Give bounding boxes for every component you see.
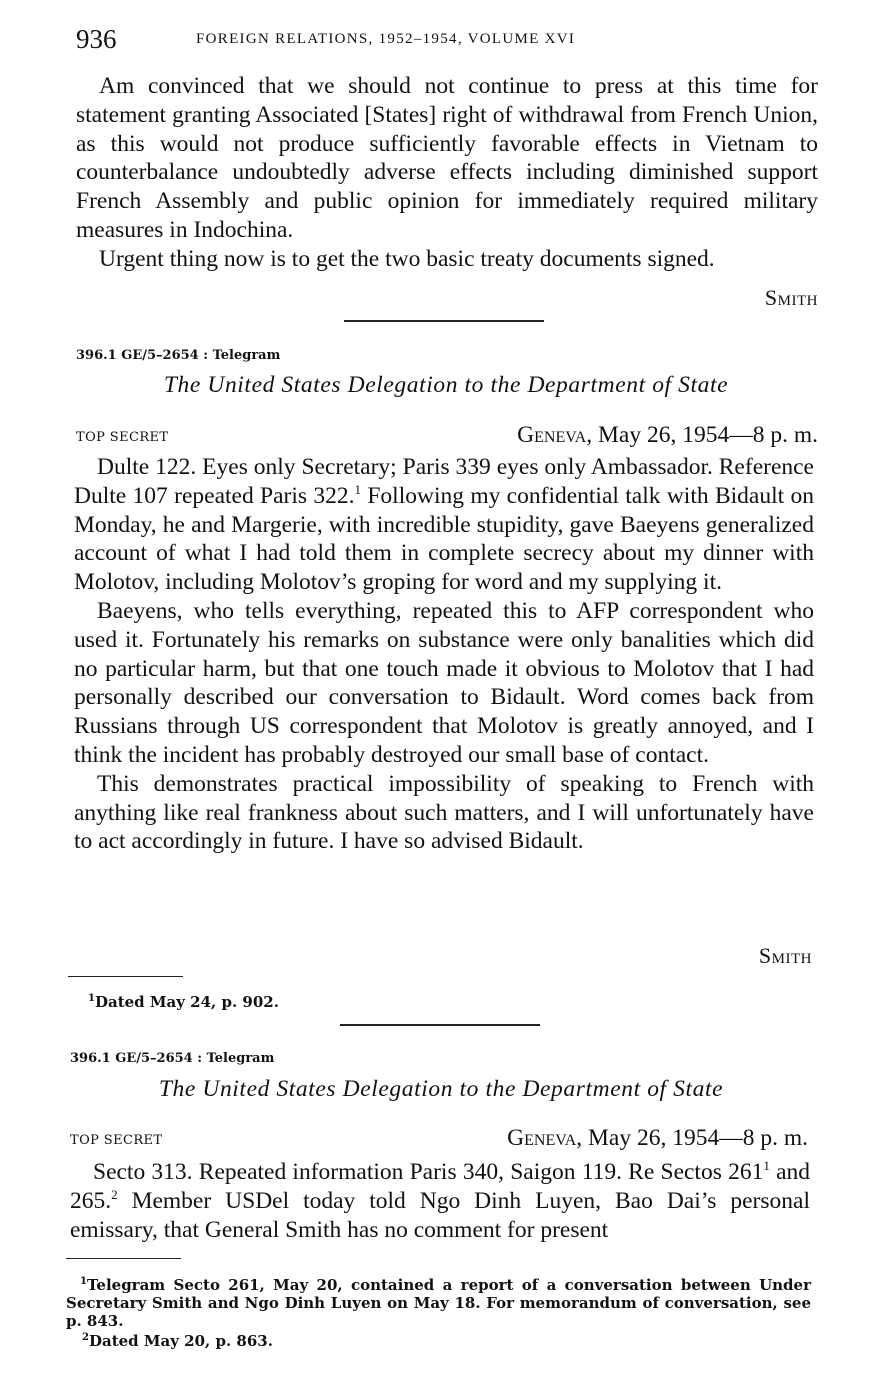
file-reference: 396.1 GE/5–2654 : Telegram — [70, 1051, 275, 1066]
footnote-indent — [66, 1276, 80, 1294]
footnote — [66, 1273, 811, 1330]
document-heading: The United States Delegation to the Department of State — [163, 372, 729, 398]
footnote — [88, 990, 279, 1011]
paragraph: Urgent thing now is to get the two basic treaty documents signed. — [99, 245, 715, 272]
telegram-body — [74, 453, 814, 856]
section-divider — [340, 1024, 540, 1026]
dateline-date: , May 26, 1954—8 p. m. — [586, 422, 818, 448]
footnote-text: Telegram Secto 261, May 20, contained a report of a conversation between Under Secretary Smith and Ngo Dinh Luyen on May 18. For memorandum of conversation, see p. 843. — [66, 1276, 811, 1330]
paragraph-text: Member USDel today told Ngo Dinh Luyen, Bao Dai’s personal emissary, that General Smith has no comment for present — [70, 1187, 810, 1243]
signature-text: Smith — [758, 943, 812, 968]
paragraph: This demonstrates practical impossibility of speaking to French with anything like real frankness about such matters, and I will unfortunately have to act accordingly in future. I have so advised Bidault. — [74, 770, 814, 855]
signature — [765, 285, 818, 311]
file-reference: 396.1 GE/5–2654 : Telegram — [76, 348, 281, 363]
running-head-title: FOREIGN RELATIONS, 1952–1954, VOLUME XVI — [196, 31, 576, 47]
footnote-mark: 1 — [80, 1276, 87, 1287]
page-number: 936 — [76, 24, 117, 54]
footnote-text: Dated May 20, p. 863. — [88, 1332, 273, 1350]
dateline-place: Geneva — [507, 1125, 577, 1151]
footnote-rule — [68, 976, 183, 977]
dateline — [517, 422, 818, 449]
paragraph-text: Secto 313. Repeated information Paris 340, Saigon 119. Re Sectos 261 — [93, 1159, 764, 1185]
dateline-date: , May 26, 1954—8 p. m. — [576, 1125, 808, 1151]
paragraph: Am convinced that we should not continue to press at this time for statement granting Associated [States] right of withdrawal from French Union, as this would not produce sufficiently favorable effects in Vietnam to counterbalance undoubtedly adverse effects including diminished support French Assembly and public opinion for immediately required military measures in Indochina. — [76, 73, 818, 243]
section-divider — [344, 320, 544, 322]
classification: TOP SECRET — [76, 430, 169, 445]
footnote-reference: 1 — [354, 481, 362, 497]
footnote-reference: 2 — [111, 1186, 118, 1202]
signature — [759, 943, 812, 969]
dateline-place: Geneva — [517, 422, 587, 448]
paragraph-text: Following my confidential talk with Bidault on Monday, he and Margerie, with incredible stupidity, gave Baeyens generalized account of what I had told them in complete secrecy about my dinner with Molotov, including Molotov’s groping for word and my supplying it. — [74, 482, 814, 596]
paragraph-text: Dulte 122. Eyes only Secretary; Paris 339 eyes only Ambassador. Reference Dulte 107 repeated Paris 322. — [74, 454, 814, 509]
paragraph-text: and 265. — [70, 1159, 811, 1214]
footnote — [82, 1329, 273, 1350]
footnote-text: Dated May 24, p. 902. — [94, 993, 279, 1011]
continuation-text — [76, 72, 818, 274]
footnote-rule — [66, 1258, 181, 1259]
footnote-mark: 1 — [88, 993, 95, 1004]
paragraph — [74, 453, 814, 597]
footnote-mark: 2 — [82, 1332, 89, 1343]
classification: TOP SECRET — [70, 1133, 163, 1148]
dateline — [507, 1125, 808, 1152]
signature-text: Smith — [764, 285, 818, 310]
paragraph: Baeyens, who tells everything, repeated this to AFP correspondent who used it. Fortunately his remarks on substance were only banalities which did no particular harm, but that one touch made it obvious to Molotov that I had personally described our conversation to Bidault. Word comes back from Russians through US correspondent that Molotov is greatly annoyed, and I think the incident has probably destroyed our small base of contact. — [74, 597, 814, 768]
telegram-body — [70, 1158, 810, 1244]
document-heading: The United States Delegation to the Department of State — [158, 1076, 724, 1102]
footnote-reference: 1 — [763, 1158, 770, 1174]
paragraph — [70, 1158, 810, 1244]
